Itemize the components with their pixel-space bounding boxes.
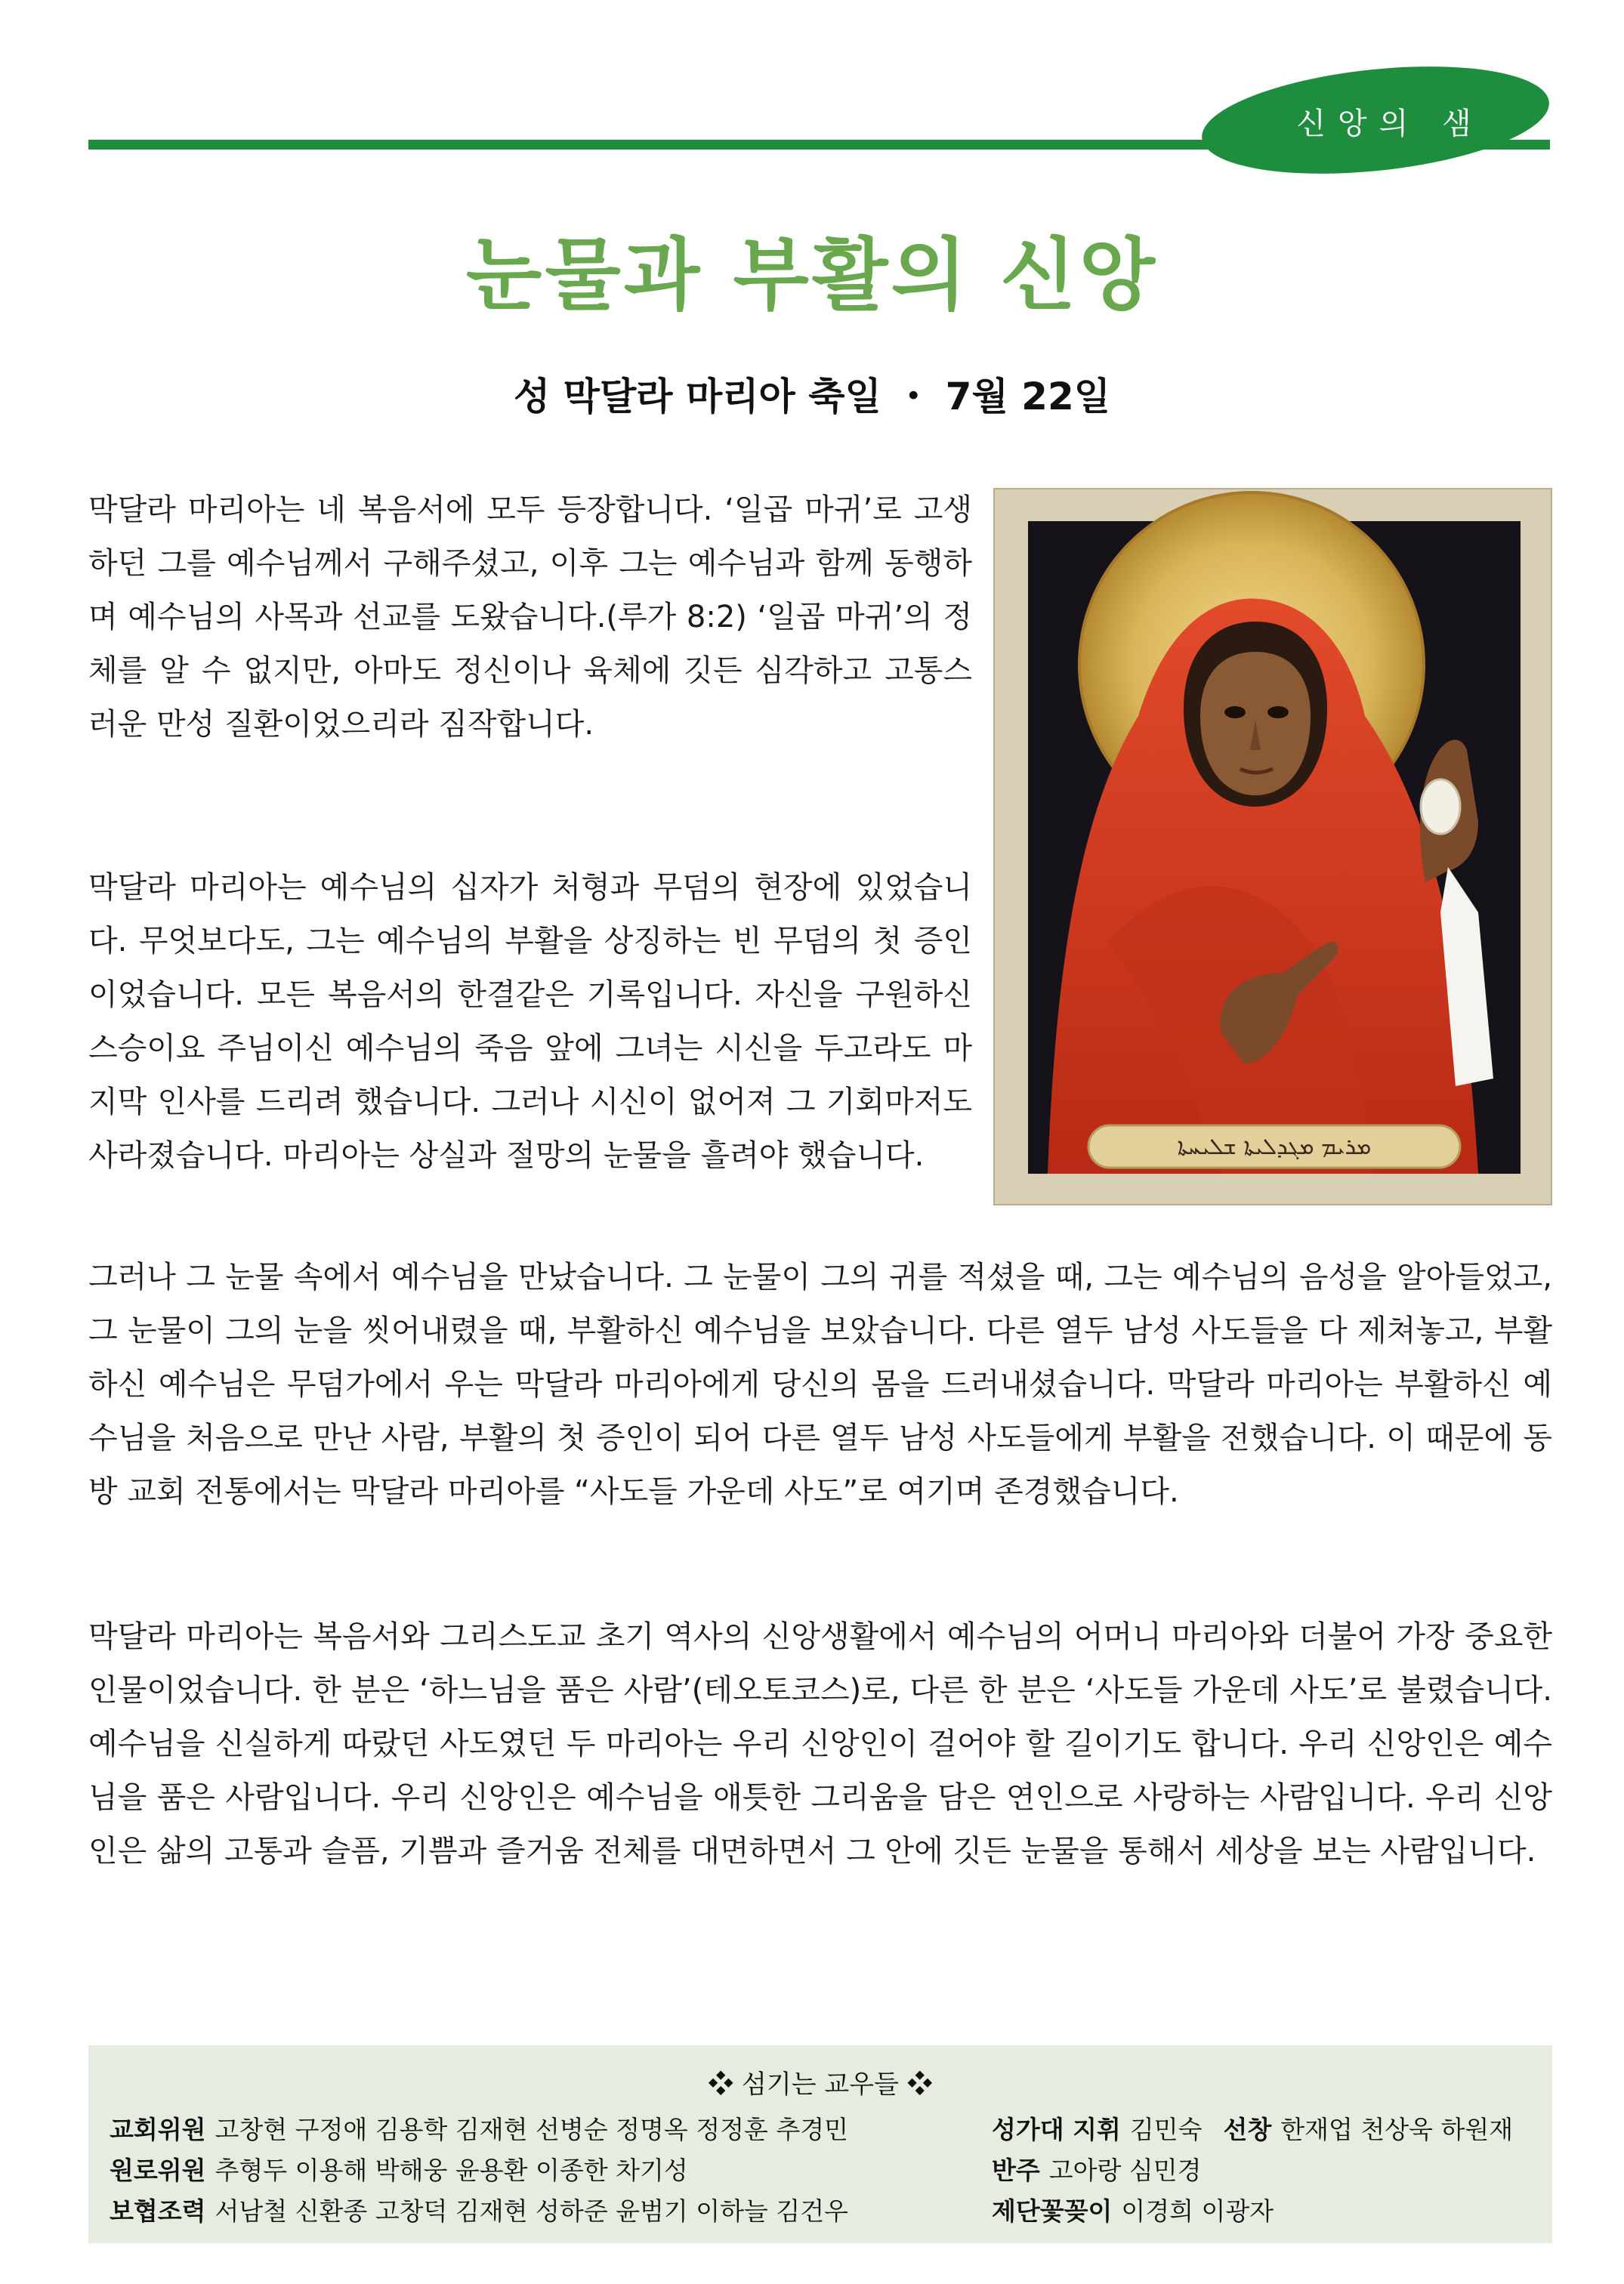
credit-line-left-2 [110,2151,688,2187]
credit-names: 서남철 신환종 고창덕 김재현 성하준 윤범기 이하늘 김건우 [215,2196,849,2226]
page-subtitle: 성 막달라 마리아 축일 ・ 7월 22일 [513,375,1111,418]
page-title: 눈물과 부활의 신앙 [465,229,1159,321]
mary-magdalene-icon [993,488,1552,1205]
icon-painting [995,489,1554,1207]
credit-names: 한재업 천상욱 하원재 [1280,2115,1514,2144]
credit-role: 원로위원 [110,2156,206,2185]
credit-line-right-2 [992,2151,1202,2187]
credit-names: 고아랑 심민경 [1048,2156,1202,2185]
credit-role: 교회위원 [110,2115,206,2144]
credit-role: 선창 [1223,2115,1272,2144]
inscription-text: ܡܪܝܡ ܡܓܕܠܝܬܐ ܫܠܝܚܬܐ [1177,1134,1372,1160]
section-label: 신앙의 샘 [1296,106,1484,141]
credit-role: 제단꽃꽂이 [992,2196,1113,2226]
credit-line-right-1 [992,2110,1513,2146]
credit-names: 이경희 이광자 [1121,2196,1274,2226]
credit-names: 고창현 구정애 김용학 김재현 선병순 정명옥 정정훈 추경민 [215,2115,849,2144]
credit-names: 추형두 이용해 박해웅 윤용환 이종한 차기성 [215,2156,688,2185]
credit-names: 김민숙 [1129,2115,1203,2144]
paragraph-4: 막달라 마리아는 복음서와 그리스도교 초기 역사의 신앙생활에서 예수님의 어머니 마리아와 더불어 가장 중요한 인물이었습니다. 한 분은 ‘하느님을 품은 사람’(테오토코스)로, 다른 한 분은 ‘사도들 가운데 사도’로 불렸습니다. 예수님을 신실하게 따랐던 사도였던 두 마리아는 우리 신앙인이 걸어야 할 길이기도 합니다. 우리 신앙인은 예수님을 품은 사람입니다. 우리 신앙인은 예수님을 애틋한 그리움을 담은 연인으로 사랑하는 사람입니다. 우리 신앙인은 삶의 고통과 슬픔, 기쁨과 즐거움 전체를 대면하면서 그 안에 깃든 눈물을 통해서 세상을 보는 사람입니다. [88,1619,1552,1869]
paragraph-2: 막달라 마리아는 예수님의 십자가 처형과 무덤의 현장에 있었습니다. 무엇보다도, 그는 예수님의 부활을 상징하는 빈 무덤의 첫 증인이었습니다. 모든 복음서의 한결같은 기록입니다. 자신을 구원하신 스승이요 주님이신 예수님의 죽음 앞에 그녀는 시신을 두고라도 마지막 인사를 드리려 했습니다. 그러나 시신이 없어져 그 기회마저도 사라졌습니다. 마리아는 상실과 절망의 눈물을 흘려야 했습니다. [88,870,972,1173]
credits-box [88,2045,1552,2243]
paragraph-1: 막달라 마리아는 네 복음서에 모두 등장합니다. ‘일곱 마귀’로 고생하던 그를 예수님께서 구해주셨고, 이후 그는 예수님과 함께 동행하며 예수님의 사목과 선교를 도왔습니다.(루가 8:2) ‘일곱 마귀’의 정체를 알 수 없지만, 아마도 정신이나 육체에 깃든 심각하고 고통스러운 만성 질환이었으리라 짐작합니다. [88,492,972,742]
paragraph-3: 그러나 그 눈물 속에서 예수님을 만났습니다. 그 눈물이 그의 귀를 적셨을 때, 그는 예수님의 음성을 알아들었고, 그 눈물이 그의 눈을 씻어내렸을 때, 부활하신 예수님을 보았습니다. 다른 열두 남성 사도들을 다 제쳐놓고, 부활하신 예수님은 무덤가에서 우는 막달라 마리아에게 당신의 몸을 드러내셨습니다. 막달라 마리아는 부활하신 예수님을 처음으로 만난 사람, 부활의 첫 증인이 되어 다른 열두 남성 사도들에게 부활을 전했습니다. 이 때문에 동방 교회 전통에서는 막달라 마리아를 “사도들 가운데 사도”로 여기며 존경했습니다. [88,1260,1552,1509]
credit-role: 보협조력 [110,2196,206,2226]
credit-role: 반주 [992,2156,1040,2185]
credit-line-left-3 [110,2192,848,2227]
credit-line-right-3 [992,2192,1274,2227]
credit-role: 성가대 지휘 [992,2115,1121,2144]
credits-heading: ❖ 섬기는 교우들 ❖ [708,2069,933,2100]
credit-line-left-1 [110,2110,848,2146]
egg [1421,779,1460,834]
